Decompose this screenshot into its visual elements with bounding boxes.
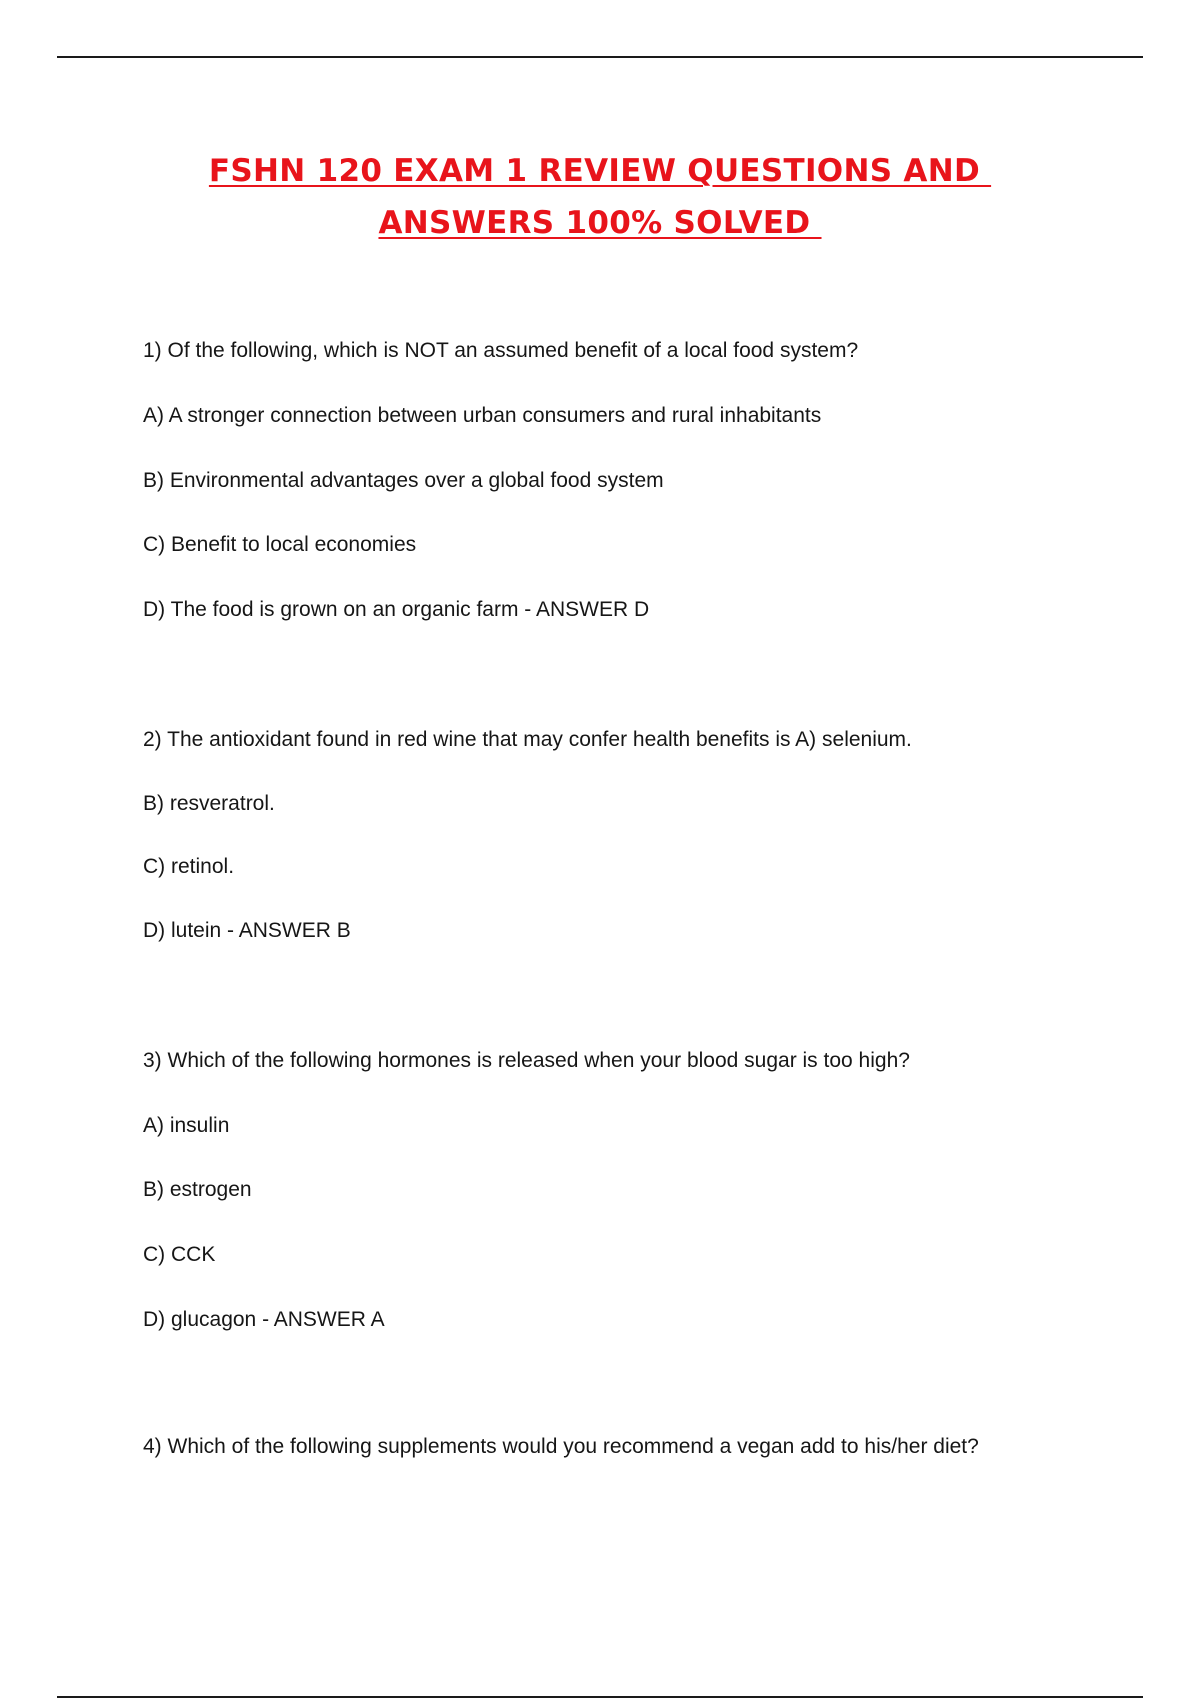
question-2-option-c: C) retinol. xyxy=(143,855,235,878)
question-1-option-a: A) A stronger connection between urban consumers and rural inhabitants xyxy=(143,404,822,427)
question-3-text: 3) Which of the following hormones is released when your blood sugar is too high? xyxy=(143,1049,910,1072)
title-line-2: ANSWERS 100% SOLVED xyxy=(378,205,822,241)
question-1-option-b: B) Environmental advantages over a global food system xyxy=(143,469,664,492)
question-3-option-c: C) CCK xyxy=(143,1243,216,1266)
question-3-option-a: A) insulin xyxy=(143,1114,230,1137)
question-3-option-b: B) estrogen xyxy=(143,1178,252,1201)
title-line-1: FSHN 120 EXAM 1 REVIEW QUESTIONS AND xyxy=(208,153,992,189)
document-title xyxy=(0,145,1200,249)
question-1-option-c: C) Benefit to local economies xyxy=(143,533,417,556)
question-4-text: 4) Which of the following supplements would you recommend a vegan add to his/her diet? xyxy=(143,1435,979,1458)
question-3-option-d-answer: D) glucagon - ANSWER A xyxy=(143,1308,385,1331)
top-rule xyxy=(57,56,1143,58)
bottom-rule xyxy=(57,1696,1143,1698)
question-2-option-b: B) resveratrol. xyxy=(143,792,275,815)
question-2-option-d-answer: D) lutein - ANSWER B xyxy=(143,919,351,942)
question-2-text: 2) The antioxidant found in red wine that may confer health benefits is A) selenium. xyxy=(143,728,912,751)
question-1-option-d-answer: D) The food is grown on an organic farm - ANSWER D xyxy=(143,598,650,621)
question-1-text: 1) Of the following, which is NOT an assumed benefit of a local food system? xyxy=(143,339,859,362)
